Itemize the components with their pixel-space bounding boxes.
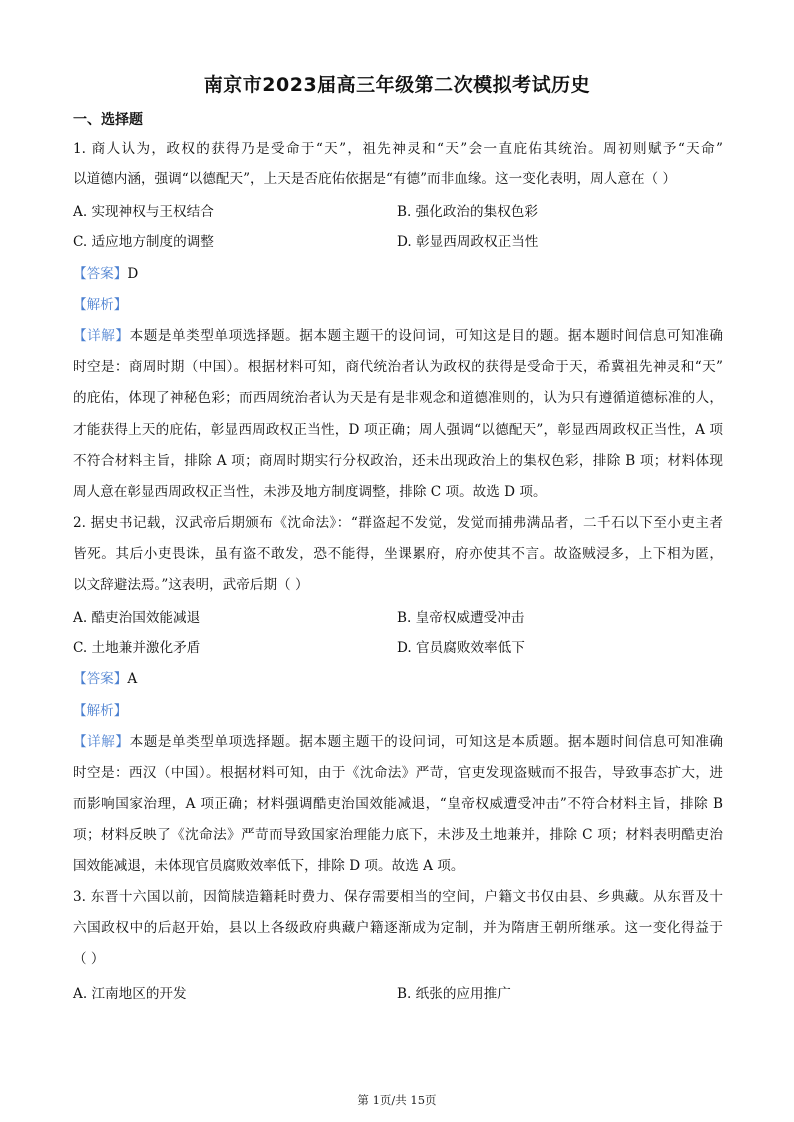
question-2-detail-line: 而影响国家治理，A 项正确；材料强调酷吏治国效能减退，“皇帝权威遭受冲击”不符合材料主旨，排除 B [73, 796, 723, 812]
question-1-detail-line: 【详解】本题是单类型单项选择题。据本题主题干的设问词，可知这是目的题。据本题时间信息可知准确 [73, 328, 724, 344]
question-2-stem-line: 皆死。其后小吏畏诛，虽有盗不敢发，恐不能得，坐课累府，府亦使其不言。故盗贼浸多，上下相为匿， [73, 546, 723, 562]
question-1-answer [73, 265, 723, 283]
question-1-option-d: D. 彰显西周政权正当性 [397, 234, 539, 250]
question-2-stem-line: 2. 据史书记载，汉武帝后期颁布《沈命法》：“群盗起不发觉，发觉而捕弗满品者，二千石以下至小吏主者 [73, 515, 723, 531]
question-2-analysis-tag: 【解析】 [73, 703, 128, 719]
question-2-option-a: A. 酷吏治国效能减退 [73, 610, 201, 626]
question-1-stem-line: 1. 商人认为，政权的获得乃是受命于“天”，祖先神灵和“天”会一直庇佑其统治。周初则赋予“天命” [73, 141, 723, 157]
question-1-detail-line: 时空是：商周时期（中国）。根据材料可知，商代统治者认为政权的获得是受命于天，希冀祖先神灵和“天” [73, 359, 723, 375]
question-2-option-d: D. 官员腐败效率低下 [397, 640, 525, 656]
question-1-option-b: B. 强化政治的集权色彩 [397, 204, 538, 220]
question-1-detail-line: 才能获得上天的庇佑，彰显西周政权正当性，D 项正确；周人强调“以德配天”，彰显西周政权正当性，A 项 [73, 422, 723, 438]
answer-tag: 【答案】 [73, 671, 128, 687]
question-1-detail-line: 周人意在彰显西周政权正当性，未涉及地方制度调整，排除 C 项。故选 D 项。 [73, 484, 547, 500]
question-3-stem-line: 六国政权中的后赵开始，县以上各级政府典藏户籍逐渐成为定制，并为隋唐王朝所继承。这一变化得益于 [73, 920, 723, 936]
question-2-answer [73, 670, 723, 688]
answer-tag: 【答案】 [73, 266, 128, 282]
question-2-detail-line: 国效能减退，未体现官员腐败效率低下，排除 D 项。故选 A 项。 [73, 858, 465, 874]
question-2-option-b: B. 皇帝权威遭受冲击 [397, 610, 525, 626]
question-1-detail-line: 的庇佑，体现了神秘色彩；而西周统治者认为天是有是非观念和道德准则的，认为只有遵循道德标准的人， [73, 390, 723, 406]
answer-value: D [127, 266, 139, 282]
question-3-option-b: B. 纸张的应用推广 [397, 986, 511, 1002]
question-2-stem-line: 以文辞避法焉。”这表明，武帝后期（ ） [73, 577, 309, 593]
question-1-option-c: C. 适应地方制度的调整 [73, 234, 214, 250]
question-2-detail-line: 时空是：西汉（中国）。根据材料可知，由于《沈命法》严苛，官吏发现盗贼而不报告，导致事态扩大，进 [73, 765, 723, 781]
question-3-stem-line: 3. 东晋十六国以前，因简牍造籍耗时费力、保存需要相当的空间，户籍文书仅由县、乡典藏。从东晋及十 [73, 889, 723, 905]
question-1-stem-line: 以道德内涵，强调“以德配天”，上天是否庇佑依据是“有德”而非血缘。这一变化表明，周人意在（ ） [73, 171, 677, 187]
answer-value: A [127, 671, 138, 687]
question-2-option-c: C. 土地兼并激化矛盾 [73, 640, 201, 656]
question-1-detail-line: 不符合材料主旨，排除 A 项；商周时期实行分权政治，还未出现政治上的集权色彩，排除 B 项；材料体现 [73, 453, 723, 469]
page-title: 南京市2023届高三年级第二次模拟考试历史 [203, 74, 591, 96]
question-3-option-a: A. 江南地区的开发 [73, 986, 187, 1002]
question-2-detail-line: 项；材料反映了《沈命法》严苛而导致国家治理能力底下，未涉及土地兼并，排除 C 项；材料表明酷吏治 [73, 827, 723, 843]
section-heading: 一、选择题 [73, 112, 143, 128]
question-3-stem-line: （ ） [73, 951, 105, 967]
question-2-detail-line: 【详解】本题是单类型单项选择题。据本题主题干的设问词，可知这是本质题。据本题时间信息可知准确 [73, 734, 724, 750]
page-number-footer: 第 1页/共 15页 [357, 1093, 437, 1107]
question-1-analysis-tag: 【解析】 [73, 297, 128, 313]
question-1-option-a: A. 实现神权与王权结合 [73, 204, 214, 220]
detail-tag: 【详解】 [73, 328, 130, 344]
detail-tag: 【详解】 [73, 734, 130, 750]
